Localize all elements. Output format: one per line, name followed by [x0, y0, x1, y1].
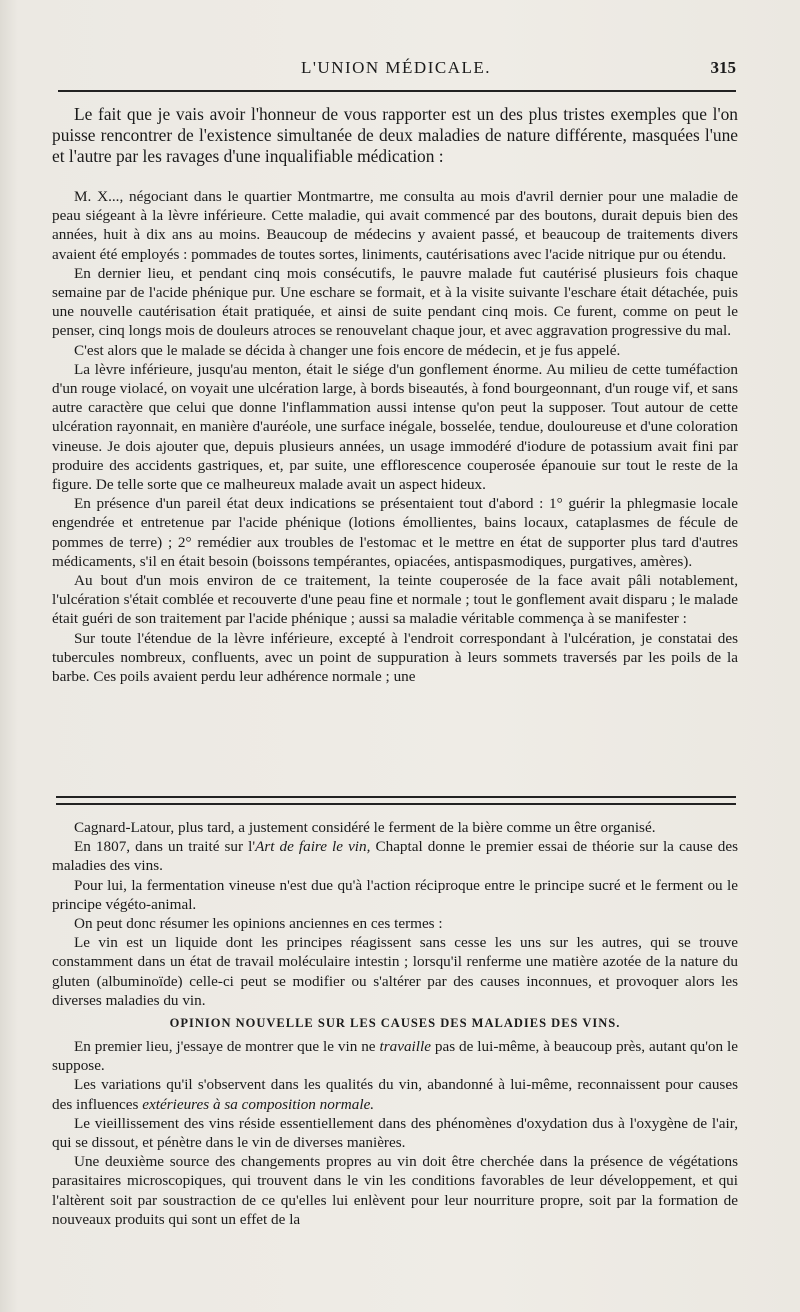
- running-title: L'UNION MÉDICALE.: [300, 58, 492, 77]
- paragraph: [52, 837, 738, 875]
- paragraph: [52, 1075, 738, 1113]
- page-header: [56, 58, 736, 84]
- emphasis: travaille: [379, 1038, 431, 1056]
- section-heading: OPINION NOUVELLE SUR LES CAUSES DES MALADIES DES VINS.: [169, 1016, 621, 1031]
- paragraph: [52, 1037, 738, 1075]
- spacer: [52, 167, 738, 187]
- paragraph: En présence d'un pareil état deux indications se présentaient tout d'abord : 1° guérir la phlegmasie locale engendrée et entretenue par l'acide phénique (lotions émollientes, bains locaux, cataplasmes de fécule de pommes de terre) ; 2° remédier aux troubles de l'estomac et le mettre en état de supporter plus tard d'autres médicaments, s'il en était besoin (boissons tempérantes, opiacées, antispasmodiques, purgatives, amères).: [52, 495, 738, 570]
- text-run: En premier lieu, j'essaye de montrer que le vin ne: [74, 1038, 380, 1056]
- paragraph: Pour lui, la fermentation vineuse n'est due qu'à l'action réciproque entre le principe sucré et le ferment ou le principe végéto-animal.: [52, 876, 738, 913]
- paragraph: Au bout d'un mois environ de ce traitement, la teinte couperosée de la face avait pâli notablement, l'ulcération s'était comblée et recouverte d'une peau fine et normale ; tout le gonflement avait disparu ; le malade était guéri de son traitement par l'acide phénique ; aussi sa maladie véritable commença à se manifester :: [52, 572, 738, 628]
- paragraph: Le vieillissement des vins réside essentiellement dans des phénomènes d'oxydation dus à l'oxygène de l'air, qui se dissout, et pénètre dans le vin de diverses manières.: [52, 1114, 738, 1152]
- paragraph: Une deuxième source des changements propres au vin doit être cherchée dans la présence de végétations parasitaires microscopiques, qui trouvent dans le vin les conditions favorables de leur développement, et qui l'altèrent soit par soustraction de ce qu'elles lui enlèvent pour leur nourriture propre, soit par la formation de nouveaux produits qui sont un effet de la: [52, 1153, 738, 1228]
- paragraph: M. X..., négociant dans le quartier Montmartre, me consulta au mois d'avril dernier pour une maladie de peau siégeant à la lèvre inférieure. Cette maladie, qui avait commencé par des boutons, durait depuis bien des années, huit à dix ans au moins. Beaucoup de médecins y avaient passé, et beaucoup de traitements divers avaient été employés : pommades de toutes sortes, liniments, cautérisations avec l'acide nitrique pur ou étendu.: [52, 188, 738, 263]
- section-double-rule: [56, 796, 736, 805]
- text-run: En 1807, dans un traité sur l': [74, 838, 256, 856]
- feuilleton-text: [52, 818, 738, 1229]
- emphasis: extérieures à sa composition normale.: [142, 1095, 375, 1113]
- paragraph: Cagnard-Latour, plus tard, a justement considéré le ferment de la bière comme un être organisé.: [74, 819, 656, 836]
- paragraph: C'est alors que le malade se décida à changer une fois encore de médecin, et je fus appelé.: [74, 341, 621, 359]
- paragraph: Sur toute l'étendue de la lèvre inférieure, excepté à l'endroit correspondant à l'ulcération, je constatai des tubercules nombreux, confluents, avec un point de suppuration à leurs sommets traversés par les poils de la barbe. Ces poils avaient perdu leur adhérence normale ; une: [52, 629, 738, 686]
- text-run: pas de lui-même, à beaucoup près, autant qu'on le suppose.: [52, 1038, 738, 1075]
- paragraph: On peut donc résumer les opinions anciennes en ces termes :: [74, 915, 443, 933]
- paragraph: La lèvre inférieure, jusqu'au menton, était le siége d'un gonflement énorme. Au milieu de cette tuméfaction d'un rouge violacé, on voyait une ulcération large, à bords biseautés, à fond bourgeonnant, d'un rouge vif, et sans autre caractère que celui que donne l'inflammation aussi intense qu'on peut la supposer. Tout autour de cette ulcération rayonnait, en manière d'auréole, une surface inégale, bosselée, tendue, douloureuse et d'une coloration vineuse. Je dois ajouter que, depuis plusieurs années, un usage immodéré d'iodure de potassium avait fini par produire des accidents gastriques, et, par suite, une efflorescence couperosée épanouie sur tout le reste de la figure. De telle sorte que ce malheureux malade avait un aspect hideux.: [52, 360, 738, 494]
- paragraph: En dernier lieu, et pendant cinq mois consécutifs, le pauvre malade fut cautérisé plusieurs fois chaque semaine par de l'acide phénique pur. Une eschare se formait, et à la visite suivante l'eschare était détachée, puis une nouvelle cautérisation était pratiquée, et ainsi de suite pendant cinq mois. Ce furent, comme on peut le penser, cinq longs mois de douleurs atroces se renouvelant chaque jour, et avec aggravation progressive du mal.: [52, 264, 738, 340]
- text-run: Chaptal donne le premier essai de théorie sur la cause des maladies des vins.: [52, 838, 738, 875]
- main-text: [52, 104, 738, 686]
- book-title: Art de faire le vin,: [255, 838, 371, 856]
- page-number: 315: [710, 58, 736, 77]
- text-run: Les variations qu'il s'observent dans les qualités du vin, abandonné à lui-même, reconnaissent pour causes des influences: [52, 1076, 738, 1113]
- header-rule: [58, 90, 736, 92]
- intro-paragraph: Le fait que je vais avoir l'honneur de vous rapporter est un des plus tristes exemples que l'on puisse rencontrer de l'existence simultanée de deux maladies de nature différente, masquées l'une et l'autre par les ravages d'une inqualifiable médication :: [52, 104, 738, 166]
- paragraph: Le vin est un liquide dont les principes réagissent sans cesse les uns sur les autres, qui se trouve constamment dans un état de travail moléculaire intestin ; lorsqu'il renferme une matière azotée de la nature du gluten (albuminoïde) celle-ci peut se modifier ou s'altérer par des causes inconnues, et provoquer alors les diverses maladies du vin.: [52, 934, 738, 1009]
